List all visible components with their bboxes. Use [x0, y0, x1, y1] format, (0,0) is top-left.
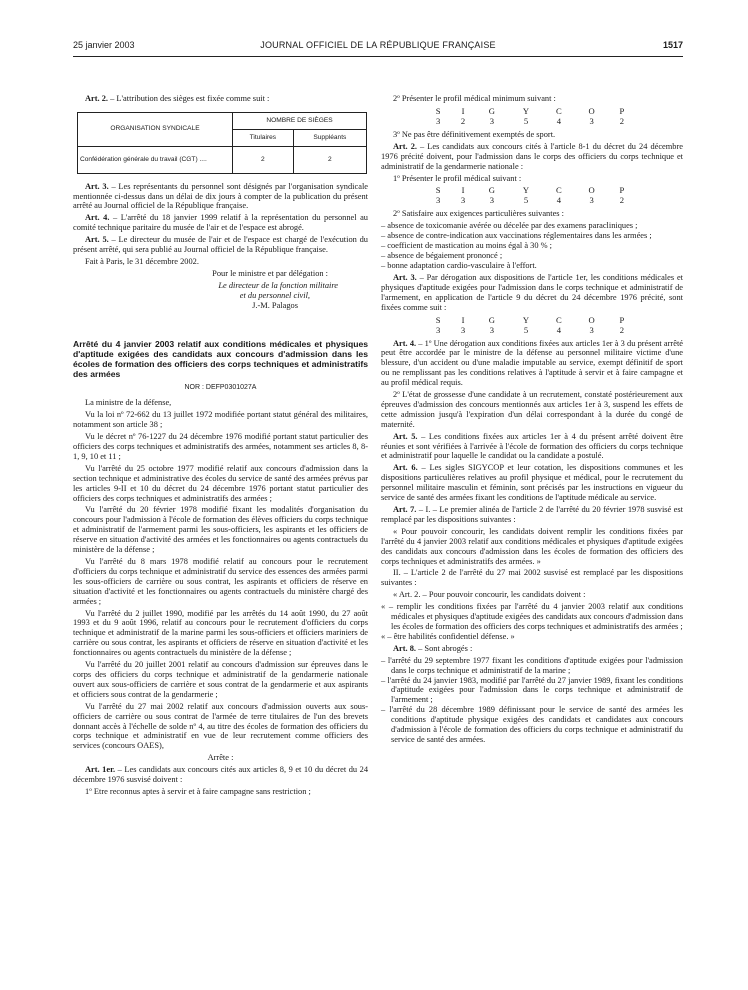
sigycop-letters-row [425, 315, 635, 325]
article-7-quote-2: « Art. 2. – Pour pouvoir concourir, les candidats doivent : [393, 590, 586, 600]
signatory-name: J.-M. Palagos [252, 300, 298, 310]
list-item: – coefficient de mastication au moins égal à 30 % ; [381, 241, 553, 251]
sigycop-letter: I [461, 105, 465, 116]
sigycop-value: 2 [619, 195, 624, 206]
sigycop-letter: S [435, 185, 441, 196]
list-item: – absence de contre-indication aux vaccinations réglementaires dans les armées ; [381, 231, 652, 241]
sigycop-value: 3 [589, 195, 594, 206]
sigycop-value: 2 [460, 115, 466, 126]
table-header-suppleants: Suppléants [293, 129, 366, 146]
article-text: – Les candidats aux concours cités aux articles 8, 9 et 10 du décret du 24 décembre 1976 susvisé doivent : [73, 765, 369, 785]
article-label: Art. 6. [393, 463, 418, 473]
article-3-right [381, 273, 683, 313]
article-text: – Les candidats aux concours cités à l'article 8-1 du décret du 24 décembre 1976 précité doivent, pour l'admission dans le corps des officiers du corps technique et administratif de la gendarmerie nationale : [381, 141, 683, 171]
article-2 [73, 94, 368, 104]
sigycop-letter: P [619, 105, 625, 116]
sigycop-value: 2 [619, 324, 624, 335]
sigycop-letter: O [588, 105, 595, 116]
article-label: Art. 5. [393, 431, 418, 441]
article-label: Art. 2. [393, 141, 417, 151]
sigycop-letter: G [488, 185, 495, 196]
article-4-item-2: 2º L'état de grossesse d'une candidate à un recrutement, constaté postérieurement aux épreuves d'admission des concours mentionnés aux articles 1er à 3, suspend les effets de cette admission jusqu'à l'expiration d'un délai correspondant à la durée du congé de maternité. [381, 390, 683, 429]
table-cell-org: Confédération générale du travail (CGT) .... [78, 146, 233, 173]
minister: La ministre de la défense, [85, 398, 172, 408]
left-column [73, 94, 368, 799]
article-text: – Les représentants du personnel sont désignés par l'organisation syndicale mentionnée ci-dessus dans un délai de dix jours à compter de la publication du présent arrêté au Journal officiel de la République française. [73, 181, 368, 211]
header-date: 25 janvier 2003 [73, 40, 135, 50]
article-label: Art. 4. [393, 338, 417, 348]
sigycop-letter: S [435, 105, 441, 116]
sigycop-letter: P [619, 185, 625, 196]
sigycop-letter: I [461, 314, 465, 325]
article-7-part-ii: II. – L'article 2 de l'arrêté du 27 mai 2002 susvisé est remplacé par les dispositions suivantes : [381, 568, 683, 588]
signature-line-1: Pour le ministre et par délégation : [212, 268, 328, 278]
article-text: – I. – Le premier alinéa de l'article 2 de l'arrêté du 20 février 1978 susvisé est remplacé par les dispositions suivantes : [381, 505, 683, 524]
sigycop-value: 3 [489, 195, 495, 206]
article-1 [73, 765, 368, 785]
sigycop-letter: S [435, 314, 441, 325]
sigycop-value: 3 [589, 324, 594, 335]
article-8-right [381, 644, 683, 654]
sigycop-value: 3 [489, 324, 495, 335]
article-label: Art. 4. [85, 213, 110, 223]
sigycop-value: 3 [489, 115, 495, 126]
sigycop-value: 5 [523, 195, 529, 206]
sigycop-letter: O [588, 314, 595, 325]
list-item: – absence de toxicomanie avérée ou décelée par des examens paracliniques ; [381, 221, 638, 231]
sigycop-letter: Y [522, 185, 530, 196]
table-header-seats: NOMBRE DE SIÈGES [233, 112, 367, 129]
article-label: Art. 5. [85, 235, 109, 245]
sigycop-letter: C [555, 105, 562, 116]
fait-a-paris: Fait à Paris, le 31 décembre 2002. [85, 256, 199, 266]
requirements-list [381, 221, 683, 271]
list-item: – l'arrêté du 24 janvier 1983, modifié par l'arrêté du 27 janvier 1989, fixant les conditions d'aptitude exigées pour l'admission dans le corps technique et administratif de l'armement ; [381, 675, 683, 705]
sigycop-letter: C [555, 314, 562, 325]
profile-intro-2: 1º Présenter le profil médical suivant : [393, 173, 522, 183]
sigycop-letter: I [461, 185, 465, 196]
visa-8: Vu l'arrêté du 27 mai 2002 relatif aux concours d'admission ouverts aux sous-officiers de carrière ou sous contrat de l'armée de terre titulaires de l'un des brevets donnant accès à l'échelle de solde nº 4, au titre des écoles de formation des officiers du corps technique et administratif en vue de leur recrutement comme officiers des services (concours OAES), [73, 701, 368, 751]
signature-line-3: et du personnel civil, [239, 290, 310, 300]
article-label: Art. 1er. [85, 765, 116, 775]
article-label: Art. 8. [393, 643, 417, 653]
sigycop-value: 3 [435, 324, 441, 335]
article-text: – Par dérogation aux dispositions de l'article 1er, les conditions médicales et physiques d'aptitude exigées pour l'admission dans le corps technique et administratif de l'armement, en application de l'article 9 du décret du 24 décembre 1976 précité, sont fixées comme suit : [381, 272, 683, 312]
article-7-right [381, 505, 683, 525]
sigycop-value: 4 [556, 324, 561, 335]
article-3 [73, 182, 368, 212]
article-text: – Les sigles SIGYCOP et leur cotation, les dispositions communes et les dispositions particulières relatives au profil physique et médical, pour le recrutement du personnel militaire masculin et féminin, sont précisés par les instructions en vigueur du service de santé des armées fixant les conditions de l'aptitude médicale au service. [381, 463, 683, 503]
sigycop-value: 4 [556, 195, 561, 206]
sigycop-letter: Y [522, 314, 530, 325]
visa-6: Vu l'arrêté du 2 juillet 1990, modifié par les arrêtés du 14 août 1990, du 27 août 1993 et du 9 août 1996, relatif au concours pour le recrutement d'officiers du corps technique et administratif de la marine parmi les sous-officiers et officiers mariniers de carrière ou sous contrat, les aspirants et officiers de réserve en situation d'activité et les fonctionnaires ou agents contractuels du ministère de la défense ; [73, 608, 368, 658]
article-label: Art. 2. [85, 94, 109, 103]
article-7-list [381, 602, 683, 642]
visa-7: Vu l'arrêté du 20 juillet 2001 relatif au concours d'admission sur épreuves dans le corps des officiers du corps technique et administratif de la gendarmerie nationale ouvert aux sous-officiers de carrière et sous contrat de la gendarmerie et aux aspirants et officiers sous contrat de la gendarmerie ; [73, 660, 368, 699]
visa-2: Vu le décret nº 76-1227 du 24 décembre 1976 modifié portant statut particulier des officiers des corps techniques et administratifs des armées, notamment ses articles 8, 8-1, 9, 10 et 11 ; [73, 432, 368, 461]
visa-1: Vu la loi nº 72-662 du 13 juillet 1972 modifiée portant statut général des militaires, notamment son article 38 ; [73, 410, 368, 430]
article-5-right [381, 432, 683, 462]
article-label: Art. 7. [393, 505, 417, 514]
sport-condition: 3º Ne pas être définitivement exemptés de sport. [393, 129, 556, 139]
list-item: « – remplir les conditions fixées par l'arrêté du 4 janvier 2003 relatif aux conditions médicales et physiques d'aptitude exigées des candidats aux concours d'admission dans les écoles de formation des officiers des corps techniques et administratifs des armées ; [381, 602, 683, 631]
article-6-right [381, 463, 683, 503]
article-4-right [381, 339, 683, 389]
sigycop-value: 5 [523, 324, 529, 335]
signature-line-2: Le directeur de la fonction militaire [218, 280, 338, 290]
visa-4: Vu l'arrêté du 20 février 1978 modifié fixant les modalités d'organisation du concours pour l'admission à l'école de formation des élèves officiers du corps technique et administratif de l'armement parmi les sous-officiers, les aspirants et les officiers de réserve en situation d'activité des armées et les fonctionnaires ou agents contractuels du ministère de la défense ; [73, 505, 368, 555]
list-item: – l'arrêté du 28 décembre 1989 définissant pour le service de santé des armées les conditions d'aptitude physique exigées des candidats et candidates aux concours d'admission à l'école de formation des officiers du corps technique et administratif du service de santé des armées. [381, 705, 683, 744]
list-item: « – être habilités confidentiel défense. » [381, 631, 515, 641]
sigycop-letters-row [425, 185, 635, 195]
right-column [381, 94, 683, 747]
article-text: – Le directeur du musée de l'air et de l'espace est chargé de l'exécution du présent arrêté, qui sera publié au Journal officiel de la République française. [73, 235, 368, 255]
seats-table [77, 112, 367, 174]
nor-reference: NOR : DEFP0301027A [184, 383, 257, 391]
decree-title: Arrêté du 4 janvier 2003 relatif aux conditions médicales et physiques d'aptitude exigées des candidats aux concours d'admission dans les écoles de formation des officiers des corps techniques et administratifs des armées [73, 338, 368, 379]
article-text: – L'attribution des sièges est fixée comme suit : [108, 94, 270, 103]
abrogated-list [381, 656, 683, 745]
article-text: – L'arrêté du 18 janvier 1999 relatif à la représentation du personnel au comité technique paritaire du musée de l'air et de l'espace est abrogé. [73, 213, 368, 233]
sigycop-values-row [425, 325, 635, 335]
article-text: – Sont abrogés : [416, 643, 473, 653]
sigycop-value: 5 [523, 115, 529, 126]
article-7-quote: « Pour pouvoir concourir, les candidats doivent remplir les conditions fixées par l'arrêté du 4 janvier 2003 relatif aux conditions médicales et physiques d'aptitude exigées des candidats aux concours d'admission dans les écoles de formation des officiers des corps techniques et administratifs des armées. » [381, 526, 683, 566]
profile-intro: 2º Présenter le profil médical minimum suivant : [393, 94, 556, 103]
article-5 [73, 235, 368, 255]
requirements-intro: 2º Satisfaire aux exigences particulières suivantes : [393, 209, 564, 219]
article-2-right [381, 142, 683, 172]
journal-title: JOURNAL OFFICIEL DE LA RÉPUBLIQUE FRANÇAISE [260, 40, 496, 50]
profile-table-2 [425, 185, 635, 205]
profile-table-3 [425, 315, 635, 335]
sigycop-letters-row [425, 106, 635, 116]
visa-5: Vu l'arrêté du 8 mars 1978 modifié relatif au concours pour le recrutement d'officiers du corps technique et administratif du service des essences des armées parmi les sous-officiers de carrière ou sous contrat, les aspirants et officiers de réserve en situation d'activité et les fonctionnaires ou agents contractuels du ministère chargé des armées ; [73, 557, 368, 606]
list-item: – absence de bégaiement prononcé ; [381, 251, 503, 261]
article-4 [73, 213, 368, 233]
page-number: 1517 [662, 40, 683, 50]
sigycop-letter: C [555, 185, 562, 196]
sigycop-letter: O [588, 185, 595, 196]
sigycop-value: 3 [589, 115, 594, 126]
sigycop-value: 3 [460, 195, 466, 206]
sigycop-letter: G [488, 314, 495, 325]
article-text: – Les conditions fixées aux articles 1er à 4 du présent arrêté doivent être réunies et sont vérifiées à l'arrivée à l'école de formation des officiers du corps technique et administratif pour laquelle le candidat ou la candidate a postulé. [381, 431, 683, 461]
list-item: – l'arrêté du 29 septembre 1977 fixant les conditions d'aptitude exigées pour l'admission dans le corps technique et administratif de la marine ; [381, 655, 683, 675]
table-cell-titulaires: 2 [233, 146, 294, 173]
sigycop-letter: P [619, 314, 625, 325]
sigycop-values-row [425, 116, 635, 126]
sigycop-value: 2 [619, 115, 624, 126]
table-cell-suppleants: 2 [293, 146, 366, 173]
sigycop-letter: G [488, 105, 495, 116]
header-rule [73, 56, 683, 57]
list-item: – bonne adaptation cardio-vasculaire à l'effort. [381, 260, 537, 270]
page-header [73, 40, 683, 54]
article-1-item-1: 1º Etre reconnus aptes à servir et à faire campagne sans restriction ; [85, 786, 311, 796]
sigycop-value: 3 [435, 195, 441, 206]
arrete-heading: Arrête : [207, 753, 234, 763]
sigycop-letter: Y [522, 105, 530, 116]
sigycop-value: 4 [556, 115, 561, 126]
article-text: – 1º Une dérogation aux conditions fixées aux articles 1er à 3 du présent arrêté peut être accordée par le ministre de la défense au personnel militaire victime d'une blessure, d'un accident ou d'une maladie imputable au service, exempt définitif de sport ou ne remplissant pas les conditions relatives à l'aptitude à servir et à faire campagne et au profil médical requis. [381, 338, 683, 388]
table-header-titulaires: Titulaires [233, 129, 294, 146]
visa-3: Vu l'arrêté du 25 octobre 1977 modifié relatif aux concours d'admission dans la section technique et administrative des écoles du service de santé des armées prévus par les articles 9-II et 10 du décret du 24 décembre 1976 portant statut particulier des officiers des corps techniques et administratifs des armées ; [73, 463, 368, 503]
table-header-org: ORGANISATION SYNDICALE [78, 112, 233, 146]
sigycop-value: 3 [435, 115, 441, 126]
profile-table-1 [425, 106, 635, 126]
sigycop-values-row [425, 195, 635, 205]
sigycop-value: 3 [460, 324, 466, 335]
article-label: Art. 3. [393, 272, 417, 282]
article-label: Art. 3. [85, 181, 109, 191]
